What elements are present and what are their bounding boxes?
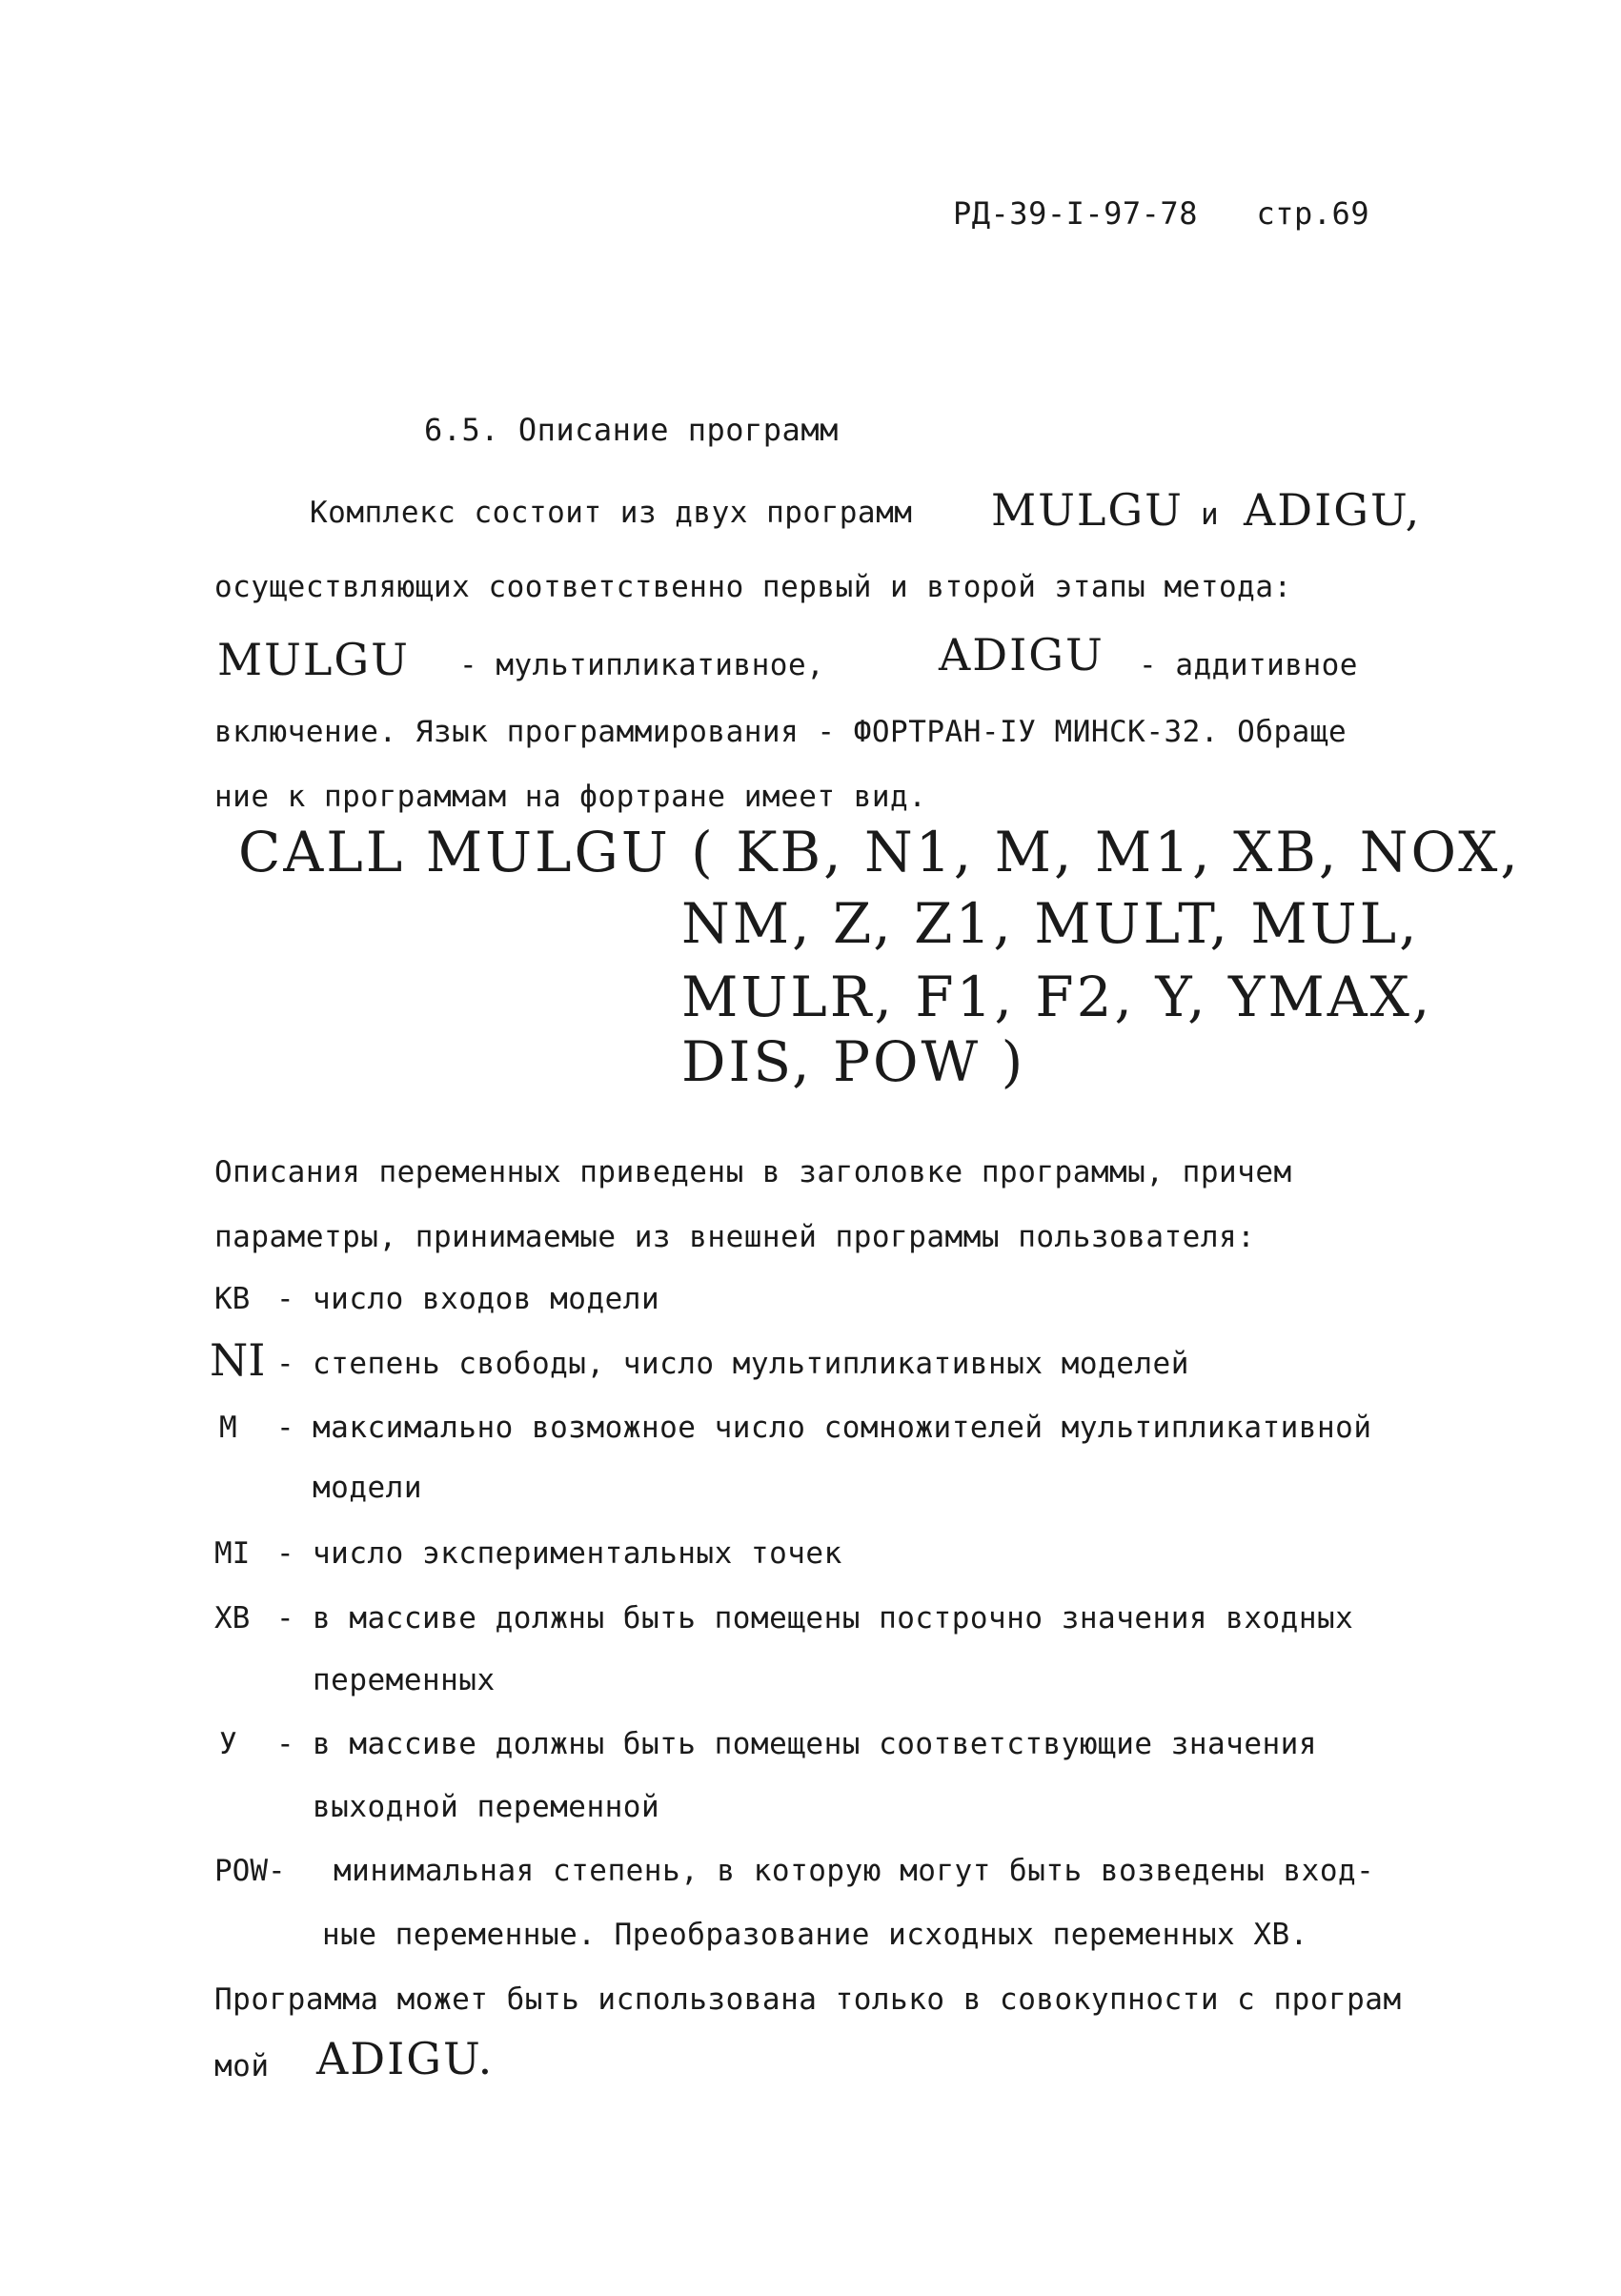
param-description: степень свободы, число мультипликативных моделей [313, 1347, 1189, 1381]
param-dash: - [276, 1536, 294, 1571]
param-description: в массиве должны быть помещены соответствующие значения [313, 1727, 1317, 1761]
param-description-cont: модели [313, 1471, 422, 1505]
param-description: число экспериментальных точек [313, 1536, 842, 1571]
document-reference: РД-39-I-97-78 [953, 195, 1198, 232]
call-statement-line-3: MULR, F1, F2, Y, YMAX, [681, 965, 1433, 1029]
param-term: NI [210, 1334, 266, 1386]
page-header [953, 195, 1369, 232]
intro-line-5: ние к программам на фортране имеет вид. [214, 780, 927, 814]
call-statement-line-1: CALL MULGU ( KB, N1, M, M1, XB, NOX, [238, 820, 1521, 884]
description-line-2: параметры, принимаемые из внешней программы пользователя: [214, 1220, 1256, 1254]
intro-program-mulgu: MULGU [991, 484, 1184, 536]
intro-line-2: осуществляющих соответственно первый и второй этапы метода: [214, 570, 1292, 604]
param-dash: - [276, 1347, 294, 1381]
intro-conjunction: и [1201, 498, 1220, 532]
intro-program-adigu: ADIGU, [1244, 484, 1422, 536]
param-description: число входов модели [313, 1282, 660, 1316]
mulgu-description: - мультипликативное, [459, 648, 825, 682]
param-dash: - [276, 1411, 294, 1445]
adigu-description: - аддитивное [1139, 648, 1358, 682]
call-statement-line-2: NM, Z, Z1, MULT, MUL, [681, 891, 1420, 956]
param-dash: - [276, 1282, 294, 1316]
param-dash: - [276, 1601, 294, 1636]
section-title: 6.5. Описание программ [424, 412, 839, 448]
param-description: минимальная степень, в которую могут быть возведены вход- [334, 1854, 1375, 1888]
adigu-label: ADIGU [939, 629, 1104, 681]
param-term: M [219, 1411, 237, 1445]
intro-line-1 [310, 496, 912, 530]
param-term: MI [214, 1536, 251, 1571]
param-description: в массиве должны быть помещены построчно значения входных [313, 1601, 1354, 1636]
param-description-cont: переменных [313, 1663, 496, 1697]
page-number: стр.69 [1256, 195, 1370, 232]
call-statement-line-4: DIS, POW ) [681, 1029, 1026, 1094]
param-term: POW- [214, 1854, 286, 1888]
closing-line-2-text: мой [214, 2049, 270, 2083]
intro-line-4: включение. Язык программирования - ФОРТРАН-IУ МИНСК-32. Обраще [214, 715, 1347, 749]
param-term: KB [214, 1282, 251, 1316]
param-description: максимально возможное число сомножителей мультипликативной [313, 1411, 1372, 1445]
param-term: XB [214, 1601, 251, 1636]
closing-line-1: Программа может быть использована только в совокупности с програм [214, 1982, 1402, 2017]
param-term: У [219, 1727, 237, 1761]
description-line-1: Описания переменных приведены в заголовке программы, причем [214, 1155, 1292, 1189]
closing-program-adigu: ADIGU. [316, 2033, 495, 2084]
intro-line-1-text: Комплекс состоит из двух программ [310, 496, 913, 530]
param-description-cont: ные переменные. Преобразование исходных переменных XB. [322, 1918, 1308, 1952]
mulgu-label: MULGU [217, 634, 410, 685]
param-description-cont: выходной переменной [313, 1790, 660, 1824]
param-dash: - [276, 1727, 294, 1761]
